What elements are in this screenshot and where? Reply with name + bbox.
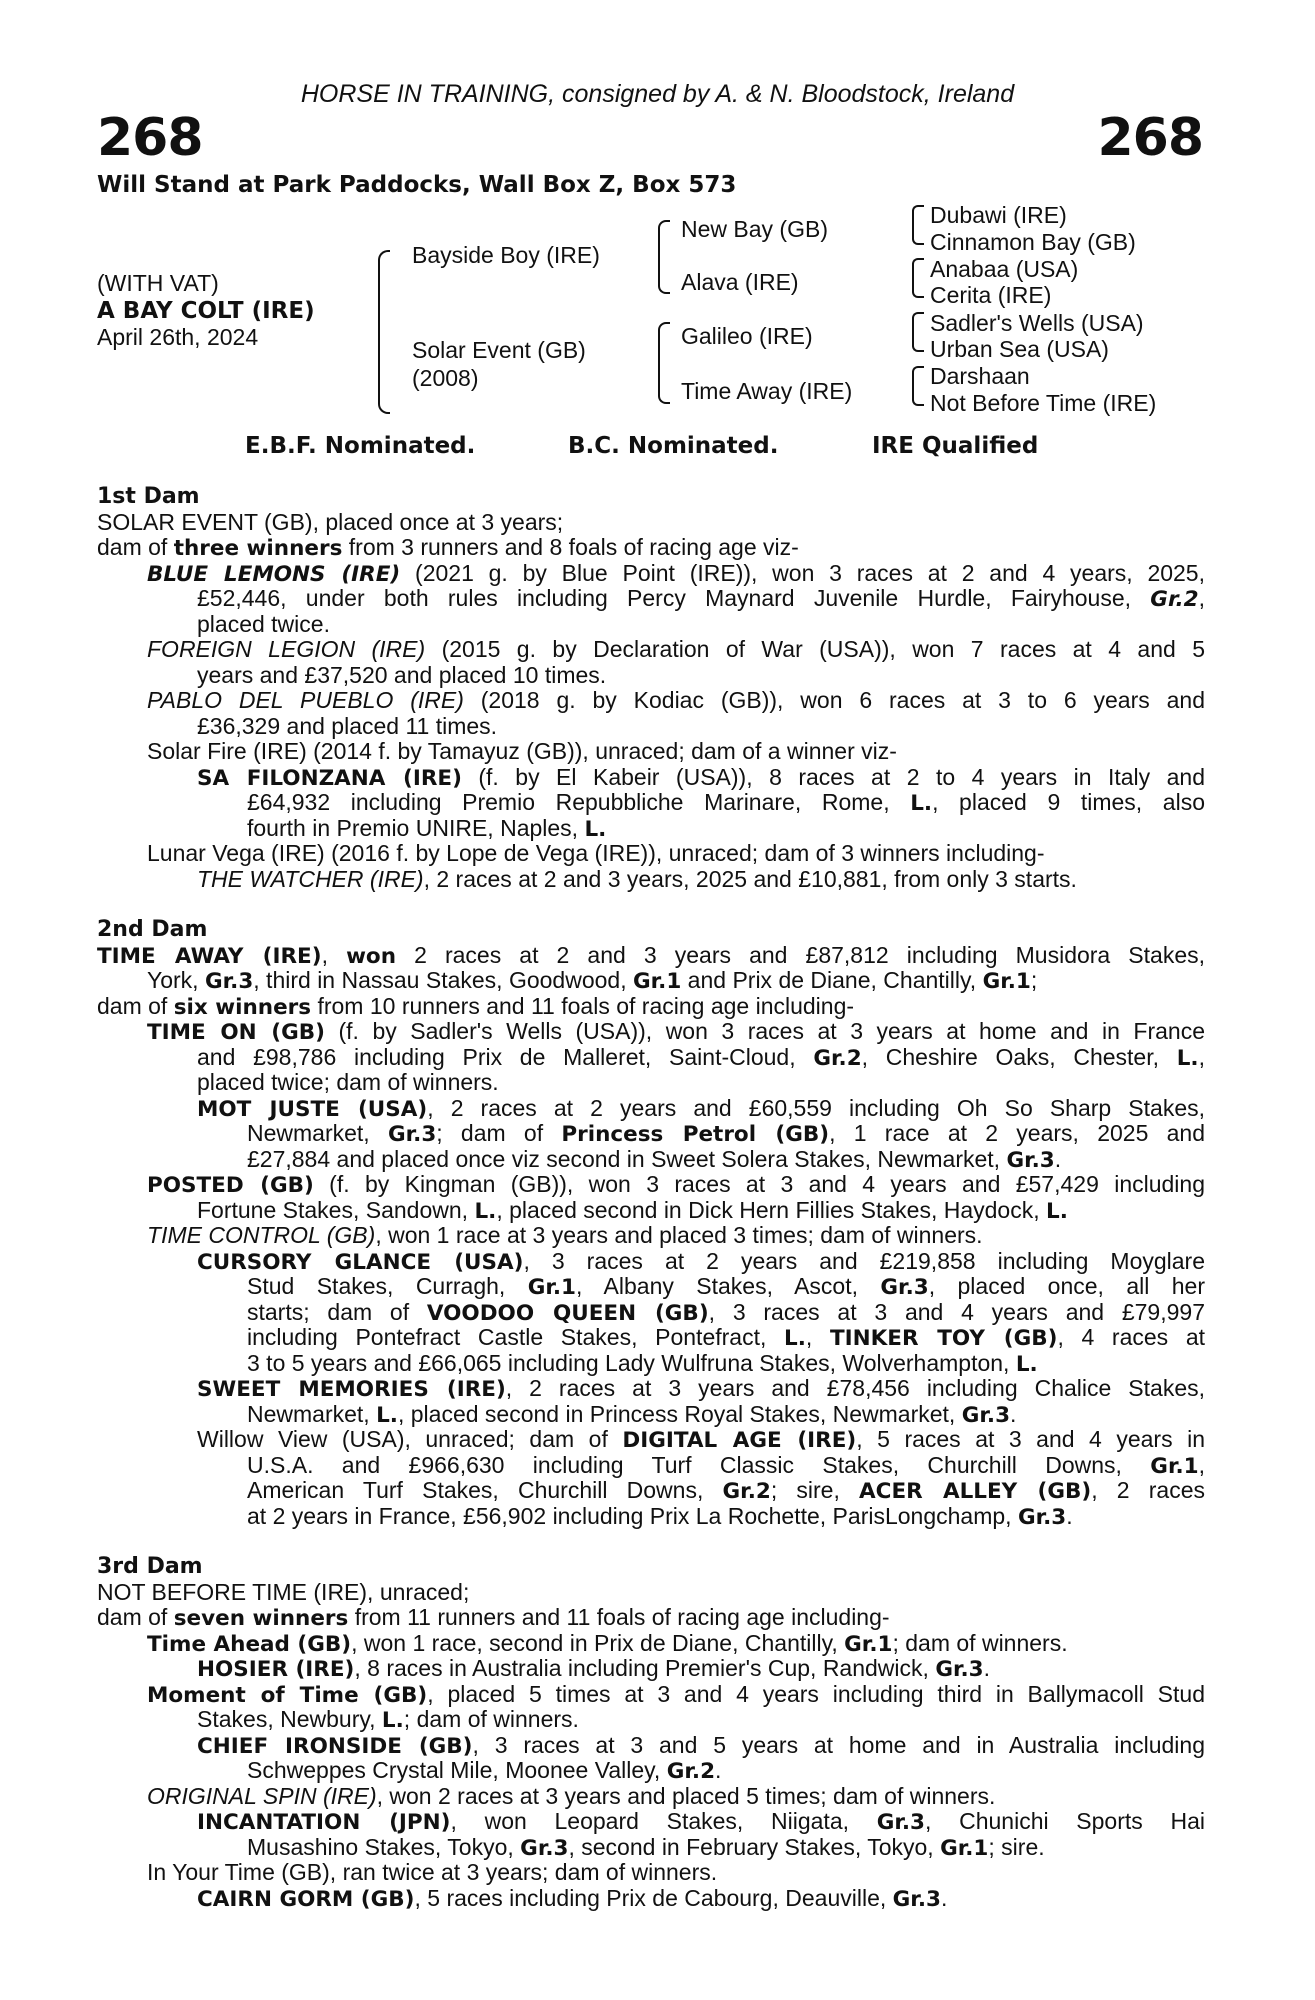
foaling-date: April 26th, 2024 bbox=[97, 324, 259, 350]
dam1-line: dam of three winners from 3 runners and 8 foals of racing age viz- bbox=[97, 534, 799, 561]
dam2-line: TIME CONTROL (GB), won 1 race at 3 years and placed 3 times; dam of winners. bbox=[147, 1222, 983, 1248]
dam2-line: MOT JUSTE (USA), 2 races at 2 years and £60,559 including Oh So Sharp Stakes, bbox=[197, 1094, 1205, 1122]
ds-dam: Urban Sea (USA) bbox=[930, 336, 1109, 362]
sire-name: Bayside Boy (IRE) bbox=[412, 242, 600, 268]
dam1-line: THE WATCHER (IRE), 2 races at 2 and 3 years, 2025 and £10,881, from only 3 starts. bbox=[197, 865, 1077, 892]
dam1-line: FOREIGN LEGION (IRE) (2015 g. by Declaration of War (USA)), won 7 races at 4 and 5 bbox=[147, 636, 1205, 662]
sd-dam: Cerita (IRE) bbox=[930, 282, 1052, 308]
dam2-line: at 2 years in France, £56,902 including Prix La Rochette, ParisLongchamp, Gr.3. bbox=[247, 1502, 1073, 1530]
dam1-line: Lunar Vega (IRE) (2016 f. by Lope de Vega (IRE)), unraced; dam of 3 winners including- bbox=[147, 840, 1045, 866]
brace-gs1 bbox=[912, 205, 924, 245]
ebf-nomination: E.B.F. Nominated. bbox=[245, 433, 476, 459]
dam2-line: TIME AWAY (IRE), won 2 races at 2 and 3 years and £87,812 including Musidora Stakes, bbox=[97, 941, 1206, 969]
dam1-line: years and £37,520 and placed 10 times. bbox=[197, 661, 607, 688]
dam2-line: CURSORY GLANCE (USA), 3 races at 2 years and £219,858 including Moyglare bbox=[197, 1247, 1206, 1275]
lot-number-right: 268 bbox=[1097, 108, 1203, 168]
dam2-line: starts; dam of VOODOO QUEEN (GB), 3 races at 3 and 4 years and £79,997 bbox=[247, 1298, 1205, 1326]
brace-horse bbox=[378, 250, 390, 414]
dam1-line: SOLAR EVENT (GB), placed once at 3 years; bbox=[97, 508, 564, 535]
sire-sire: New Bay (GB) bbox=[681, 216, 828, 242]
dam1-line: £36,329 and placed 11 times. bbox=[197, 712, 498, 739]
dam2-line: POSTED (GB) (f. by Kingman (GB)), won 3 races at 3 and 4 years and £57,429 including bbox=[147, 1171, 1205, 1198]
brace-gs3 bbox=[912, 312, 924, 352]
dam3-line: Schweppes Crystal Mile, Moonee Valley, Gr.2. bbox=[247, 1757, 722, 1784]
brace-sire bbox=[658, 220, 670, 294]
dam2-heading: 2nd Dam bbox=[97, 917, 208, 942]
dam-year: (2008) bbox=[412, 365, 479, 391]
lot-number-left: 268 bbox=[97, 108, 203, 168]
dd-sire: Darshaan bbox=[930, 363, 1030, 389]
dam3-line: CAIRN GORM (GB), 5 races including Prix de Cabourg, Deauville, Gr.3. bbox=[197, 1884, 948, 1912]
dam3-heading: 3rd Dam bbox=[97, 1554, 203, 1579]
sd-sire: Anabaa (USA) bbox=[930, 256, 1079, 282]
dam2-line: Stud Stakes, Curragh, Gr.1, Albany Stakes, Ascot, Gr.3, placed once, all her bbox=[247, 1273, 1205, 1300]
dam2-line: Newmarket, Gr.3; dam of Princess Petrol (GB), 1 race at 2 years, 2025 and bbox=[247, 1120, 1206, 1147]
dam2-line: £27,884 and placed once viz second in Sweet Solera Stakes, Newmarket, Gr.3. bbox=[247, 1145, 1062, 1173]
dam1-line: BLUE LEMONS (IRE) (2021 g. by Blue Point (IRE)), won 3 races at 2 and 4 years, 2025, bbox=[147, 559, 1205, 587]
dam1-line: placed twice. bbox=[197, 610, 330, 637]
dam-dam: Time Away (IRE) bbox=[681, 378, 853, 404]
dam3-line: Moment of Time (GB), placed 5 times at 3 and 4 years including third in Ballymacoll Stud bbox=[147, 1680, 1205, 1708]
dam3-line: In Your Time (GB), ran twice at 3 years; dam of winners. bbox=[147, 1859, 718, 1885]
dam1-line: Solar Fire (IRE) (2014 f. by Tamayuz (GB)), unraced; dam of a winner viz- bbox=[147, 738, 897, 764]
dam3-line: dam of seven winners from 11 runners and 11 foals of racing age including- bbox=[97, 1604, 890, 1631]
dam-sire: Galileo (IRE) bbox=[681, 323, 813, 349]
dam1-line: SA FILONZANA (IRE) (f. by El Kabeir (USA)), 8 races at 2 to 4 years in Italy and bbox=[197, 763, 1205, 791]
dam3-line: Time Ahead (GB), won 1 race, second in Prix de Diane, Chantilly, Gr.1; dam of winners. bbox=[147, 1629, 1068, 1657]
dam3-line: HOSIER (IRE), 8 races in Australia including Premier's Cup, Randwick, Gr.3. bbox=[197, 1655, 991, 1682]
dam2-line: U.S.A. and £966,630 including Turf Classic Stakes, Churchill Downs, Gr.1, bbox=[247, 1451, 1205, 1479]
dam3-line: Stakes, Newbury, L.; dam of winners. bbox=[197, 1706, 579, 1733]
stand-location: Will Stand at Park Paddocks, Wall Box Z, Box 573 bbox=[97, 172, 737, 198]
brace-dam bbox=[658, 322, 670, 404]
dam1-line: £64,932 including Premio Repubbliche Marinare, Rome, L., placed 9 times, also bbox=[247, 789, 1205, 816]
horse-name: A BAY COLT (IRE) bbox=[97, 298, 315, 324]
dam2-line: placed twice; dam of winners. bbox=[197, 1069, 499, 1095]
dam2-line: 3 to 5 years and £66,065 including Lady Wulfruna Stakes, Wolverhampton, L. bbox=[247, 1349, 1038, 1377]
dam2-line: and £98,786 including Prix de Malleret, Saint-Cloud, Gr.2, Cheshire Oaks, Chester, L., bbox=[197, 1043, 1205, 1071]
dam2-line: Willow View (USA), unraced; dam of DIGITAL AGE (IRE), 5 races at 3 and 4 years in bbox=[197, 1426, 1205, 1453]
dam-name: Solar Event (GB) bbox=[412, 337, 586, 363]
ss-dam: Cinnamon Bay (GB) bbox=[930, 229, 1136, 255]
dam3-line: CHIEF IRONSIDE (GB), 3 races at 3 and 5 years at home and in Australia including bbox=[197, 1731, 1205, 1759]
dam2-line: York, Gr.3, third in Nassau Stakes, Goodwood, Gr.1 and Prix de Diane, Chantilly, Gr.1; bbox=[147, 967, 1038, 994]
sire-dam: Alava (IRE) bbox=[681, 269, 799, 295]
dam2-line: SWEET MEMORIES (IRE), 2 races at 3 years and £78,456 including Chalice Stakes, bbox=[197, 1375, 1205, 1402]
dam2-line: including Pontefract Castle Stakes, Pontefract, L., TINKER TOY (GB), 4 races at bbox=[247, 1324, 1206, 1351]
dam1-line: PABLO DEL PUEBLO (IRE) (2018 g. by Kodiac (GB)), won 6 races at 3 to 6 years and bbox=[147, 687, 1205, 713]
ire-qualified: IRE Qualified bbox=[872, 433, 1039, 459]
dam2-line: dam of six winners from 10 runners and 11 foals of racing age including- bbox=[97, 992, 855, 1020]
bc-nomination: B.C. Nominated. bbox=[568, 433, 779, 459]
dam2-line: Fortune Stakes, Sandown, L., placed second in Dick Hern Fillies Stakes, Haydock, L. bbox=[197, 1196, 1068, 1224]
brace-gs2 bbox=[912, 258, 924, 298]
dam3-line: INCANTATION (JPN), won Leopard Stakes, Niigata, Gr.3, Chunichi Sports Hai bbox=[197, 1808, 1205, 1835]
ss-sire: Dubawi (IRE) bbox=[930, 202, 1067, 228]
dam2-line: American Turf Stakes, Churchill Downs, Gr.2; sire, ACER ALLEY (GB), 2 races bbox=[247, 1477, 1205, 1504]
dam3-line: Musashino Stakes, Tokyo, Gr.3, second in February Stakes, Tokyo, Gr.1; sire. bbox=[247, 1833, 1045, 1861]
dam3-line: NOT BEFORE TIME (IRE), unraced; bbox=[97, 1578, 470, 1605]
dam1-line: fourth in Premio UNIRE, Naples, L. bbox=[247, 814, 607, 842]
catalogue-body bbox=[97, 484, 1205, 1911]
brace-gs4 bbox=[912, 366, 924, 406]
dam2-line: Newmarket, L., placed second in Princess Royal Stakes, Newmarket, Gr.3. bbox=[247, 1400, 1017, 1428]
dam1-line: £52,446, under both rules including Percy Maynard Juvenile Hurdle, Fairyhouse, Gr.2, bbox=[197, 585, 1205, 612]
dam1-heading: 1st Dam bbox=[97, 484, 200, 509]
dd-dam: Not Before Time (IRE) bbox=[930, 390, 1157, 416]
consignment-line: HORSE IN TRAINING, consigned by A. & N. Bloodstock, Ireland bbox=[300, 80, 1015, 108]
ds-sire: Sadler's Wells (USA) bbox=[930, 310, 1144, 336]
vat-label: (WITH VAT) bbox=[97, 270, 219, 296]
dam3-line: ORIGINAL SPIN (IRE), won 2 races at 3 years and placed 5 times; dam of winners. bbox=[147, 1782, 996, 1809]
dam2-line: TIME ON (GB) (f. by Sadler's Wells (USA)), won 3 races at 3 years at home and in France bbox=[147, 1018, 1205, 1045]
